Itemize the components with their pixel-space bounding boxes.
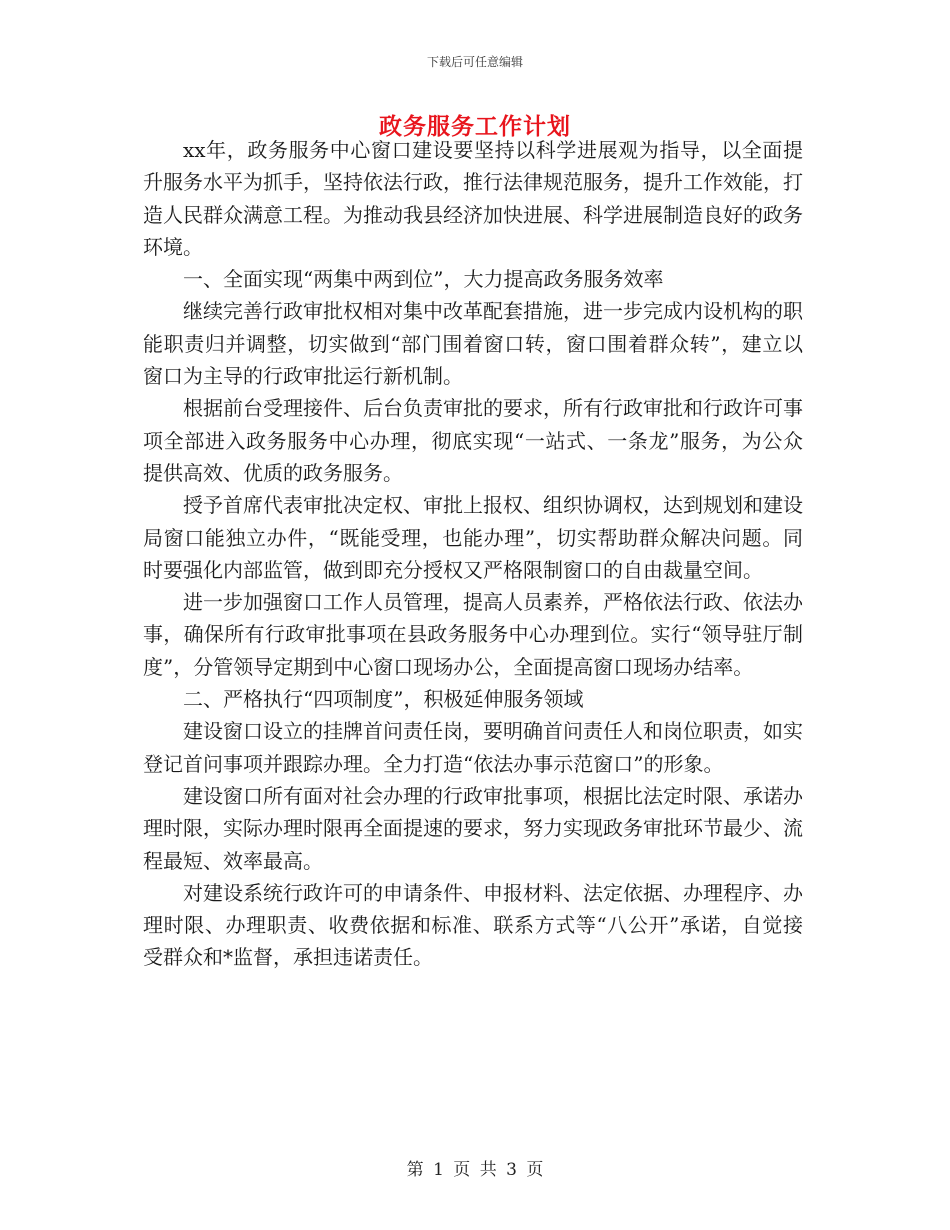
section-heading-1: 一、全面实现“两集中两到位”，大力提高政务服务效率 [183, 267, 664, 292]
paragraph: 建设窗口设立的挂牌首问责任岗，要明确首问责任人和岗位职责，如实登记首问事项并跟踪办理。全力打造“依法办事示范窗口”的形象。 [143, 719, 803, 776]
header-note: 下载后可任意编辑 [426, 55, 523, 69]
section-heading-2: 二、严格执行“四项制度”，积极延伸服务领域 [183, 687, 584, 712]
paragraph: 授予首席代表审批决定权、审批上报权、组织协调权，达到规划和建设局窗口能独立办件，“既能受理，也能办理”，切实帮助群众解决问题。同时要强化内部监管，做到即充分授权又严格限制窗口的自由裁量空间。 [143, 493, 803, 582]
paragraph: 继续完善行政审批权相对集中改革配套措施，进一步完成内设机构的职能职责归并调整，切实做到“部门围着窗口转，窗口围着群众转”，建立以窗口为主导的行政审批运行新机制。 [143, 299, 803, 389]
paragraph: 根据前台受理接件、后台负责审批的要求，所有行政审批和行政许可事项全部进入政务服务中心办理，彻底实现“一站式、一条龙”服务，为公众提供高效、优质的政务服务。 [143, 396, 803, 485]
document-body [143, 134, 803, 974]
paragraph: 建设窗口所有面对社会办理的行政审批事项，根据比法定时限、承诺办理时限，实际办理时限再全面提速的要求，努力实现政务审批环节最少、流程最短、效率最高。 [143, 783, 803, 873]
page-footer: 第 1 页 共 3 页 [406, 1160, 544, 1180]
paragraph: 对建设系统行政许可的申请条件、申报材料、法定依据、办理程序、办理时限、办理职责、收费依据和标准、联系方式等“八公开”承诺，自觉接受群众和*监督，承担违诺责任。 [143, 880, 803, 970]
document-title: 政务服务工作计划 [379, 113, 571, 140]
paragraph: 进一步加强窗口工作人员管理，提高人员素养，严格依法行政、依法办事，确保所有行政审批事项在县政务服务中心办理到位。实行“领导驻厅制度”，分管领导定期到中心窗口现场办公，全面提高窗口现场办结率。 [143, 590, 803, 679]
paragraph-intro: xx年，政务服务中心窗口建设要坚持以科学进展观为指导，以全面提升服务水平为抓手，坚持依法行政，推行法律规范服务，提升工作效能，打造人民群众满意工程。为推动我县经济加快进展、科学进展制造良好的政务环境。 [143, 138, 803, 259]
